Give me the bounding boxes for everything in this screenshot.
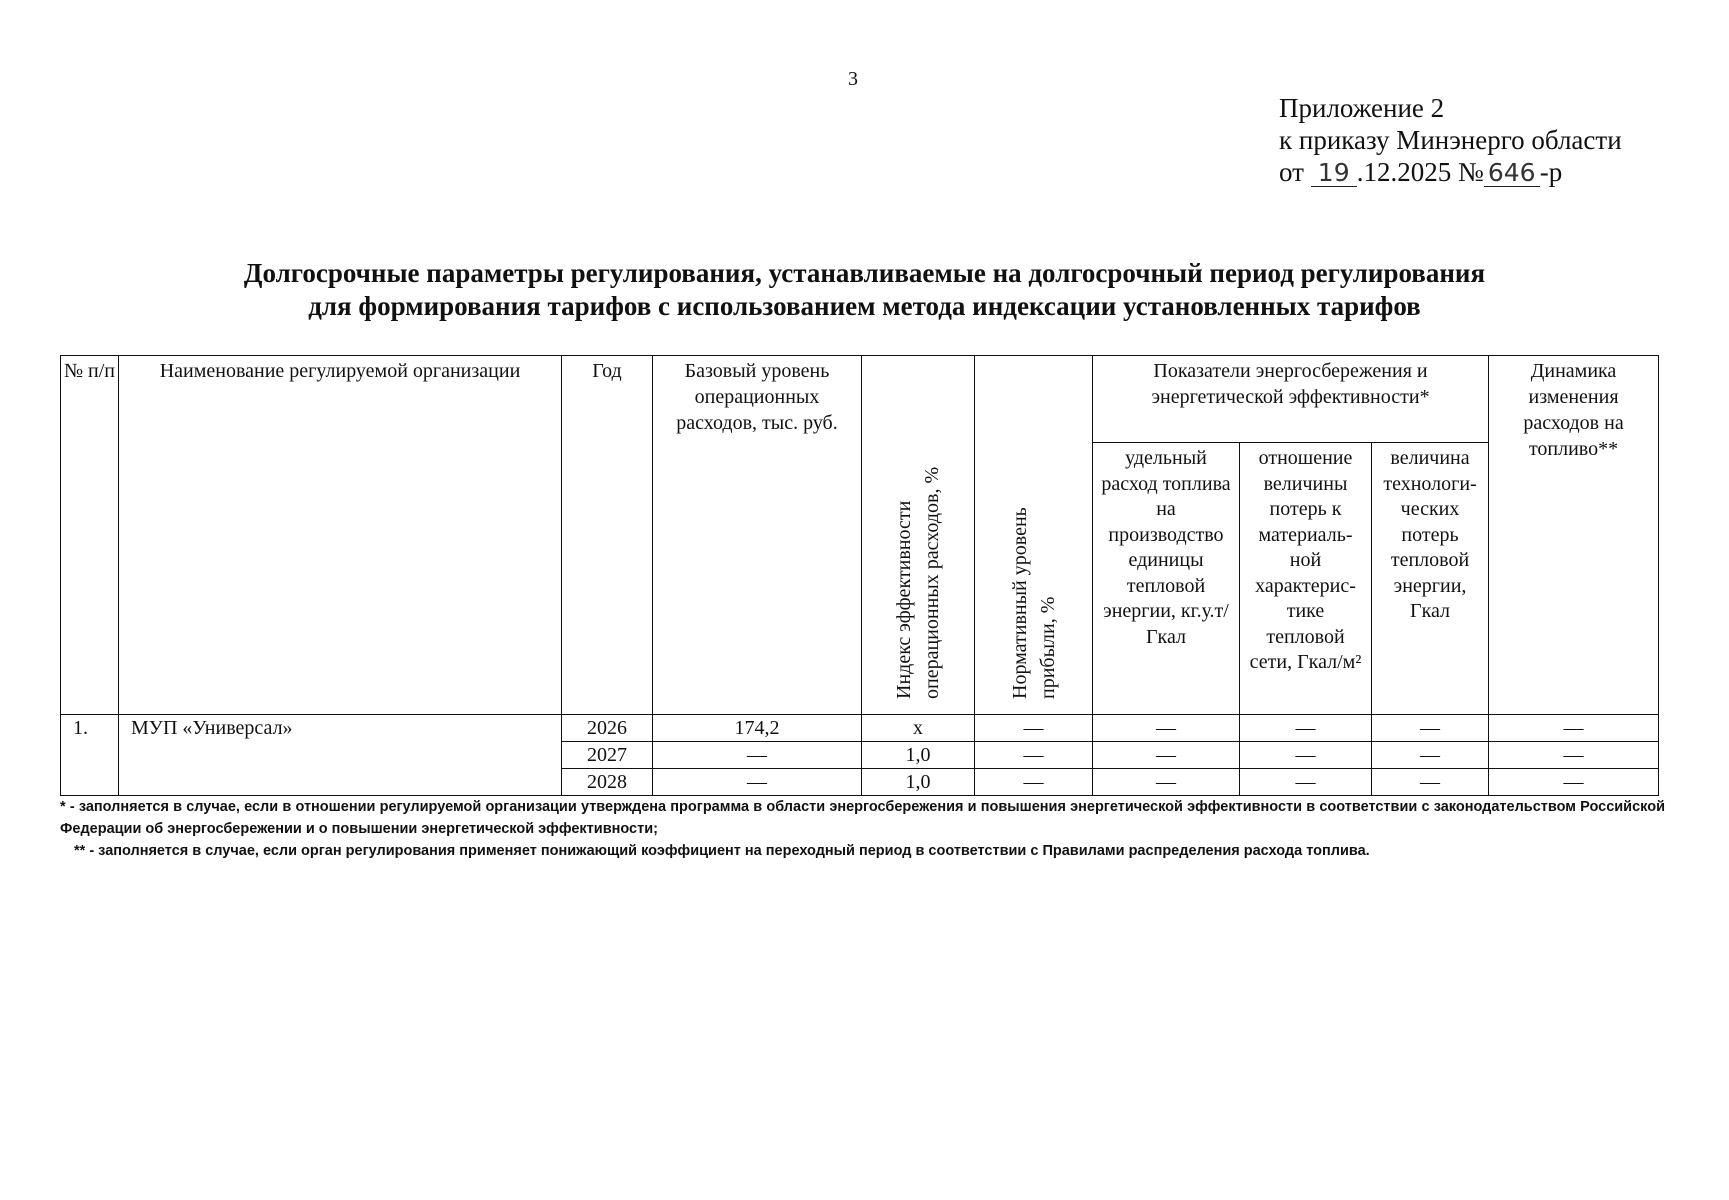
cell-loss-ratio: — (1240, 769, 1372, 796)
header-energy-group: Показатели энергосбережения и энергетической эффективности* (1093, 356, 1489, 443)
title-line-1: Долгосрочные параметры регулирования, устанавливаемые на долгосрочный период регулирования (243, 258, 1486, 288)
header-num: № п/п (61, 356, 119, 715)
cell-fuel-rate: — (1093, 715, 1240, 742)
header-fuel-rate: удельный расход топлива на производство единицы тепловой энергии, кг.у.т/Гкал (1093, 443, 1240, 715)
appendix-line-2: к приказу Минэнерго области (1279, 125, 1622, 155)
cell-tech-losses: — (1372, 715, 1489, 742)
appendix-date-line (1279, 156, 1622, 188)
cell-profit-level: — (975, 742, 1093, 769)
date-prefix: от (1279, 157, 1304, 187)
header-profit-level: Нормативный уровень прибыли, % (975, 356, 1093, 715)
header-row-1 (61, 356, 1659, 443)
data-row-2026 (61, 715, 1659, 742)
footnote-1: * - заполняется в случае, если в отношении регулируемой организации утверждена программа в области энергосбережения и повышения энергетической эффективности в соответствии с законодательством Российской Федерации об энергосбережении и о повышении энергетической эффективности; (60, 799, 1665, 837)
cell-fuel-rate: — (1093, 769, 1240, 796)
cell-tech-losses: — (1372, 769, 1489, 796)
title-line-2: для формирования тарифов с использованием метода индексации установленных тарифов (308, 291, 1421, 321)
appendix-block (1279, 92, 1622, 188)
parameters-table (60, 355, 1659, 796)
page-number: 3 (848, 68, 858, 90)
header-loss-ratio: отношение величины потерь к материаль-ной характерис-тике тепловой сети, Гкал/м² (1240, 443, 1372, 715)
cell-profit-level: — (975, 715, 1093, 742)
cell-profit-level: — (975, 769, 1093, 796)
footnotes (60, 796, 1665, 862)
order-suffix: -р (1539, 157, 1563, 187)
header-fuel-dynamics: Динамика изменения расходов на топливо** (1489, 356, 1659, 715)
cell-base-level: 174,2 (653, 715, 862, 742)
cell-year: 2028 (562, 769, 653, 796)
header-base-level: Базовый уровень операционных расходов, тыс. руб. (653, 356, 862, 715)
header-year: Год (562, 356, 653, 715)
cell-efficiency-index: 1,0 (862, 769, 975, 796)
cell-fuel-dynamics: — (1489, 715, 1659, 742)
header-efficiency-index: Индекс эффективности операционных расходов, % (862, 356, 975, 715)
appendix-line-1: Приложение 2 (1279, 93, 1445, 123)
cell-base-level: — (653, 742, 862, 769)
cell-efficiency-index: 1,0 (862, 742, 975, 769)
header-org: Наименование регулируемой организации (119, 356, 562, 715)
footnote-2: ** - заполняется в случае, если орган регулирования применяет понижающий коэффициент на переходный период в соответствии с Правилами распределения расхода топлива. (74, 843, 1370, 859)
cell-year: 2027 (562, 742, 653, 769)
date-rest: .12.2025 № (1356, 157, 1484, 187)
cell-base-level: — (653, 769, 862, 796)
document-title (0, 257, 1729, 323)
header-tech-losses: величина технологи-ческих потерь тепловой энергии, Гкал (1372, 443, 1489, 715)
cell-fuel-dynamics: — (1489, 769, 1659, 796)
cell-loss-ratio: — (1240, 715, 1372, 742)
cell-year: 2026 (562, 715, 653, 742)
cell-loss-ratio: — (1240, 742, 1372, 769)
row-org-name: МУП «Универсал» (119, 715, 562, 796)
cell-tech-losses: — (1372, 742, 1489, 769)
cell-fuel-dynamics: — (1489, 742, 1659, 769)
row-num: 1. (61, 715, 119, 796)
cell-fuel-rate: — (1093, 742, 1240, 769)
cell-efficiency-index: х (862, 715, 975, 742)
handwritten-order-number: 646 (1484, 160, 1540, 187)
handwritten-day: 19 (1311, 160, 1357, 187)
